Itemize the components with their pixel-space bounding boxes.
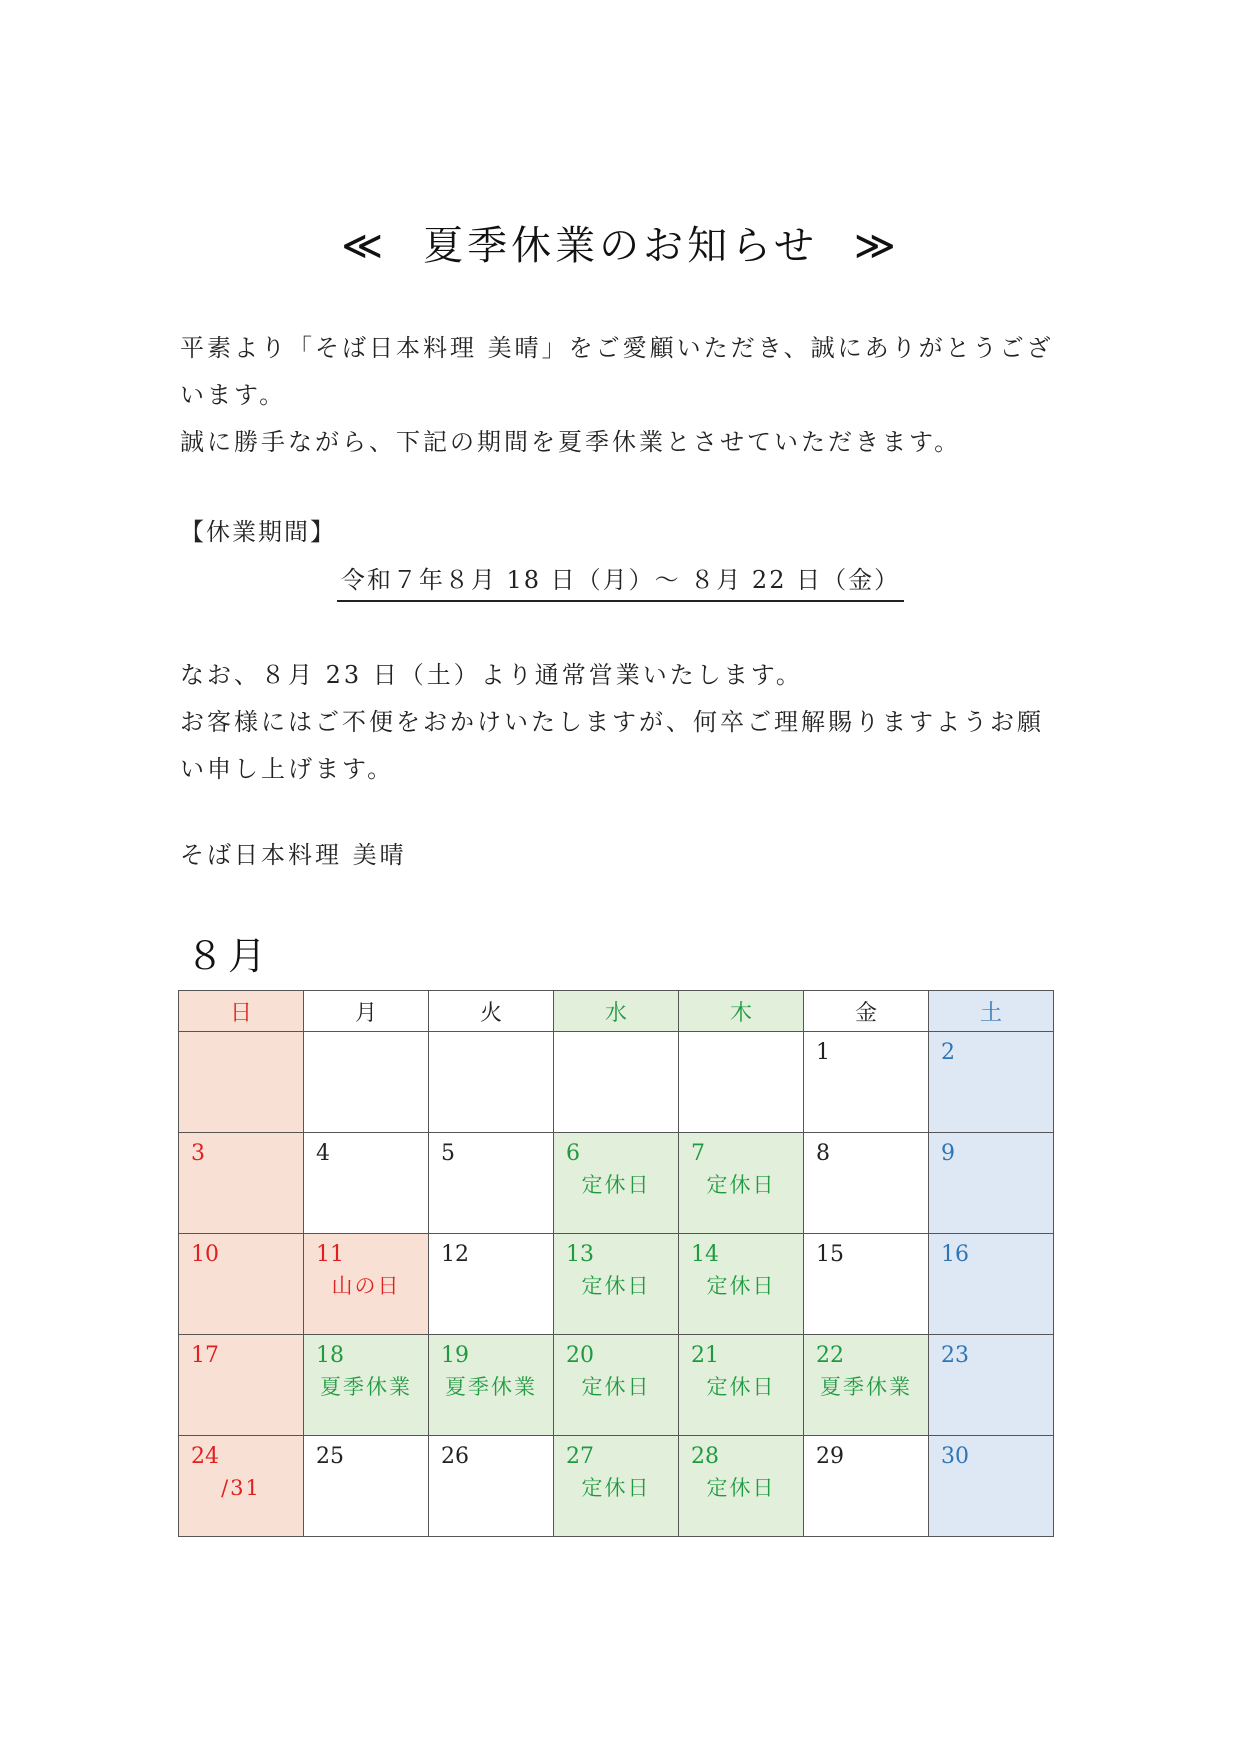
day-note: 定休日 — [706, 1173, 776, 1197]
calendar-day-cell — [929, 1032, 1054, 1133]
calendar-day-cell — [304, 1436, 429, 1537]
day-number: 5 — [441, 1141, 455, 1166]
calendar-day-cell — [429, 1133, 554, 1234]
calendar-day-cell — [179, 1436, 304, 1537]
day-number: 20 — [566, 1343, 594, 1368]
day-note: 定休日 — [706, 1274, 776, 1298]
day-note: /31 — [221, 1476, 261, 1500]
calendar-week — [179, 1032, 1054, 1133]
calendar-day-cell — [304, 1032, 429, 1133]
weekday-sun: 日 — [179, 991, 304, 1032]
weekday-mon: 月 — [304, 991, 429, 1032]
calendar-day-cell — [554, 1335, 679, 1436]
day-number: 25 — [316, 1444, 344, 1469]
calendar-day-cell — [929, 1133, 1054, 1234]
calendar-week — [179, 1133, 1054, 1234]
day-note: 夏季休業 — [820, 1375, 912, 1399]
calendar-day-cell — [804, 1234, 929, 1335]
weekday-thu: 木 — [679, 991, 804, 1032]
calendar-day-cell — [179, 1335, 304, 1436]
calendar-day-cell — [804, 1335, 929, 1436]
calendar-month-label: ８月 — [186, 934, 271, 978]
day-number: 29 — [816, 1444, 844, 1469]
calendar-week — [179, 1234, 1054, 1335]
day-number: 22 — [816, 1343, 844, 1368]
day-number: 27 — [566, 1444, 594, 1469]
calendar-day-cell — [679, 1436, 804, 1537]
day-number: 23 — [941, 1343, 969, 1368]
day-note: 定休日 — [706, 1476, 776, 1500]
calendar-day-cell — [679, 1335, 804, 1436]
closing-paragraph — [180, 652, 1070, 793]
closing-line-2: お客様にはご不便をおかけいたしますが、何卒ご理解賜りますようお願い申し上げます。 — [180, 708, 1044, 783]
day-note: 山の日 — [331, 1274, 401, 1298]
day-number: 7 — [691, 1141, 705, 1166]
calendar-day-cell — [429, 1436, 554, 1537]
day-note: 夏季休業 — [320, 1375, 412, 1399]
day-number: 9 — [941, 1141, 955, 1166]
calendar-day-cell — [929, 1335, 1054, 1436]
calendar-day-cell — [179, 1032, 304, 1133]
calendar-day-cell — [679, 1133, 804, 1234]
calendar-day-cell — [679, 1234, 804, 1335]
day-number: 11 — [316, 1242, 344, 1267]
page-title — [0, 214, 1241, 271]
day-number: 6 — [566, 1141, 580, 1166]
calendar-week — [179, 1436, 1054, 1537]
day-number: 30 — [941, 1444, 969, 1469]
calendar-day-cell — [679, 1032, 804, 1133]
day-number: 24 — [191, 1444, 219, 1469]
calendar-day-cell — [429, 1335, 554, 1436]
day-number: 19 — [441, 1343, 469, 1368]
calendar-day-cell — [554, 1032, 679, 1133]
calendar-day-cell — [429, 1234, 554, 1335]
weekday-header-row — [179, 991, 1054, 1032]
calendar-day-cell — [429, 1032, 554, 1133]
calendar-day-cell — [179, 1234, 304, 1335]
day-note: 夏季休業 — [445, 1375, 537, 1399]
closing-line-1: なお、８月 23 日（土）より通常営業いたします。 — [180, 661, 803, 689]
day-number: 3 — [191, 1141, 205, 1166]
day-note: 定休日 — [581, 1173, 651, 1197]
calendar-day-cell — [804, 1133, 929, 1234]
weekday-fri: 金 — [804, 991, 929, 1032]
intro-line-2: 誠に勝手ながら、下記の期間を夏季休業とさせていただきます。 — [180, 428, 962, 456]
day-number: 21 — [691, 1343, 719, 1368]
calendar-day-cell — [304, 1234, 429, 1335]
calendar-day-cell — [929, 1234, 1054, 1335]
day-number: 16 — [941, 1242, 969, 1267]
day-note: 定休日 — [581, 1476, 651, 1500]
calendar-day-cell — [804, 1032, 929, 1133]
day-number: 14 — [691, 1242, 719, 1267]
weekday-wed: 水 — [554, 991, 679, 1032]
calendar-week — [179, 1335, 1054, 1436]
title-open-bracket: ≪ — [341, 223, 388, 269]
day-number: 28 — [691, 1444, 719, 1469]
day-number: 4 — [316, 1141, 330, 1166]
calendar-table — [178, 990, 1054, 1537]
day-number: 15 — [816, 1242, 844, 1267]
calendar-day-cell — [554, 1234, 679, 1335]
calendar-day-cell — [929, 1436, 1054, 1537]
day-number: 12 — [441, 1242, 469, 1267]
day-number: 1 — [816, 1040, 830, 1065]
period-label: 【休業期間】 — [180, 518, 336, 546]
calendar-day-cell — [179, 1133, 304, 1234]
day-number: 17 — [191, 1343, 219, 1368]
intro-paragraph — [180, 325, 1070, 466]
intro-line-1: 平素より「そば日本料理 美晴」をご愛顧いただき、誠にありがとうございます。 — [180, 334, 1054, 409]
weekday-tue: 火 — [429, 991, 554, 1032]
period-range-row — [0, 560, 1241, 595]
calendar-day-cell — [554, 1436, 679, 1537]
calendar-day-cell — [554, 1133, 679, 1234]
day-number: 8 — [816, 1141, 830, 1166]
calendar-day-cell — [804, 1436, 929, 1537]
title-close-bracket: ≫ — [853, 223, 900, 269]
day-note: 定休日 — [581, 1274, 651, 1298]
weekday-sat: 土 — [929, 991, 1054, 1032]
day-number: 2 — [941, 1040, 955, 1065]
day-number: 18 — [316, 1343, 344, 1368]
day-note: 定休日 — [581, 1375, 651, 1399]
calendar-day-cell — [304, 1133, 429, 1234]
day-number: 13 — [566, 1242, 594, 1267]
day-number: 26 — [441, 1444, 469, 1469]
signature: そば日本料理 美晴 — [180, 841, 407, 869]
day-note: 定休日 — [706, 1375, 776, 1399]
title-text: 夏季休業のお知らせ — [423, 223, 818, 269]
period-range: 令和７年８月 18 日（月）～ ８月 22 日（金） — [337, 566, 904, 602]
calendar-day-cell — [304, 1335, 429, 1436]
day-number: 10 — [191, 1242, 219, 1267]
